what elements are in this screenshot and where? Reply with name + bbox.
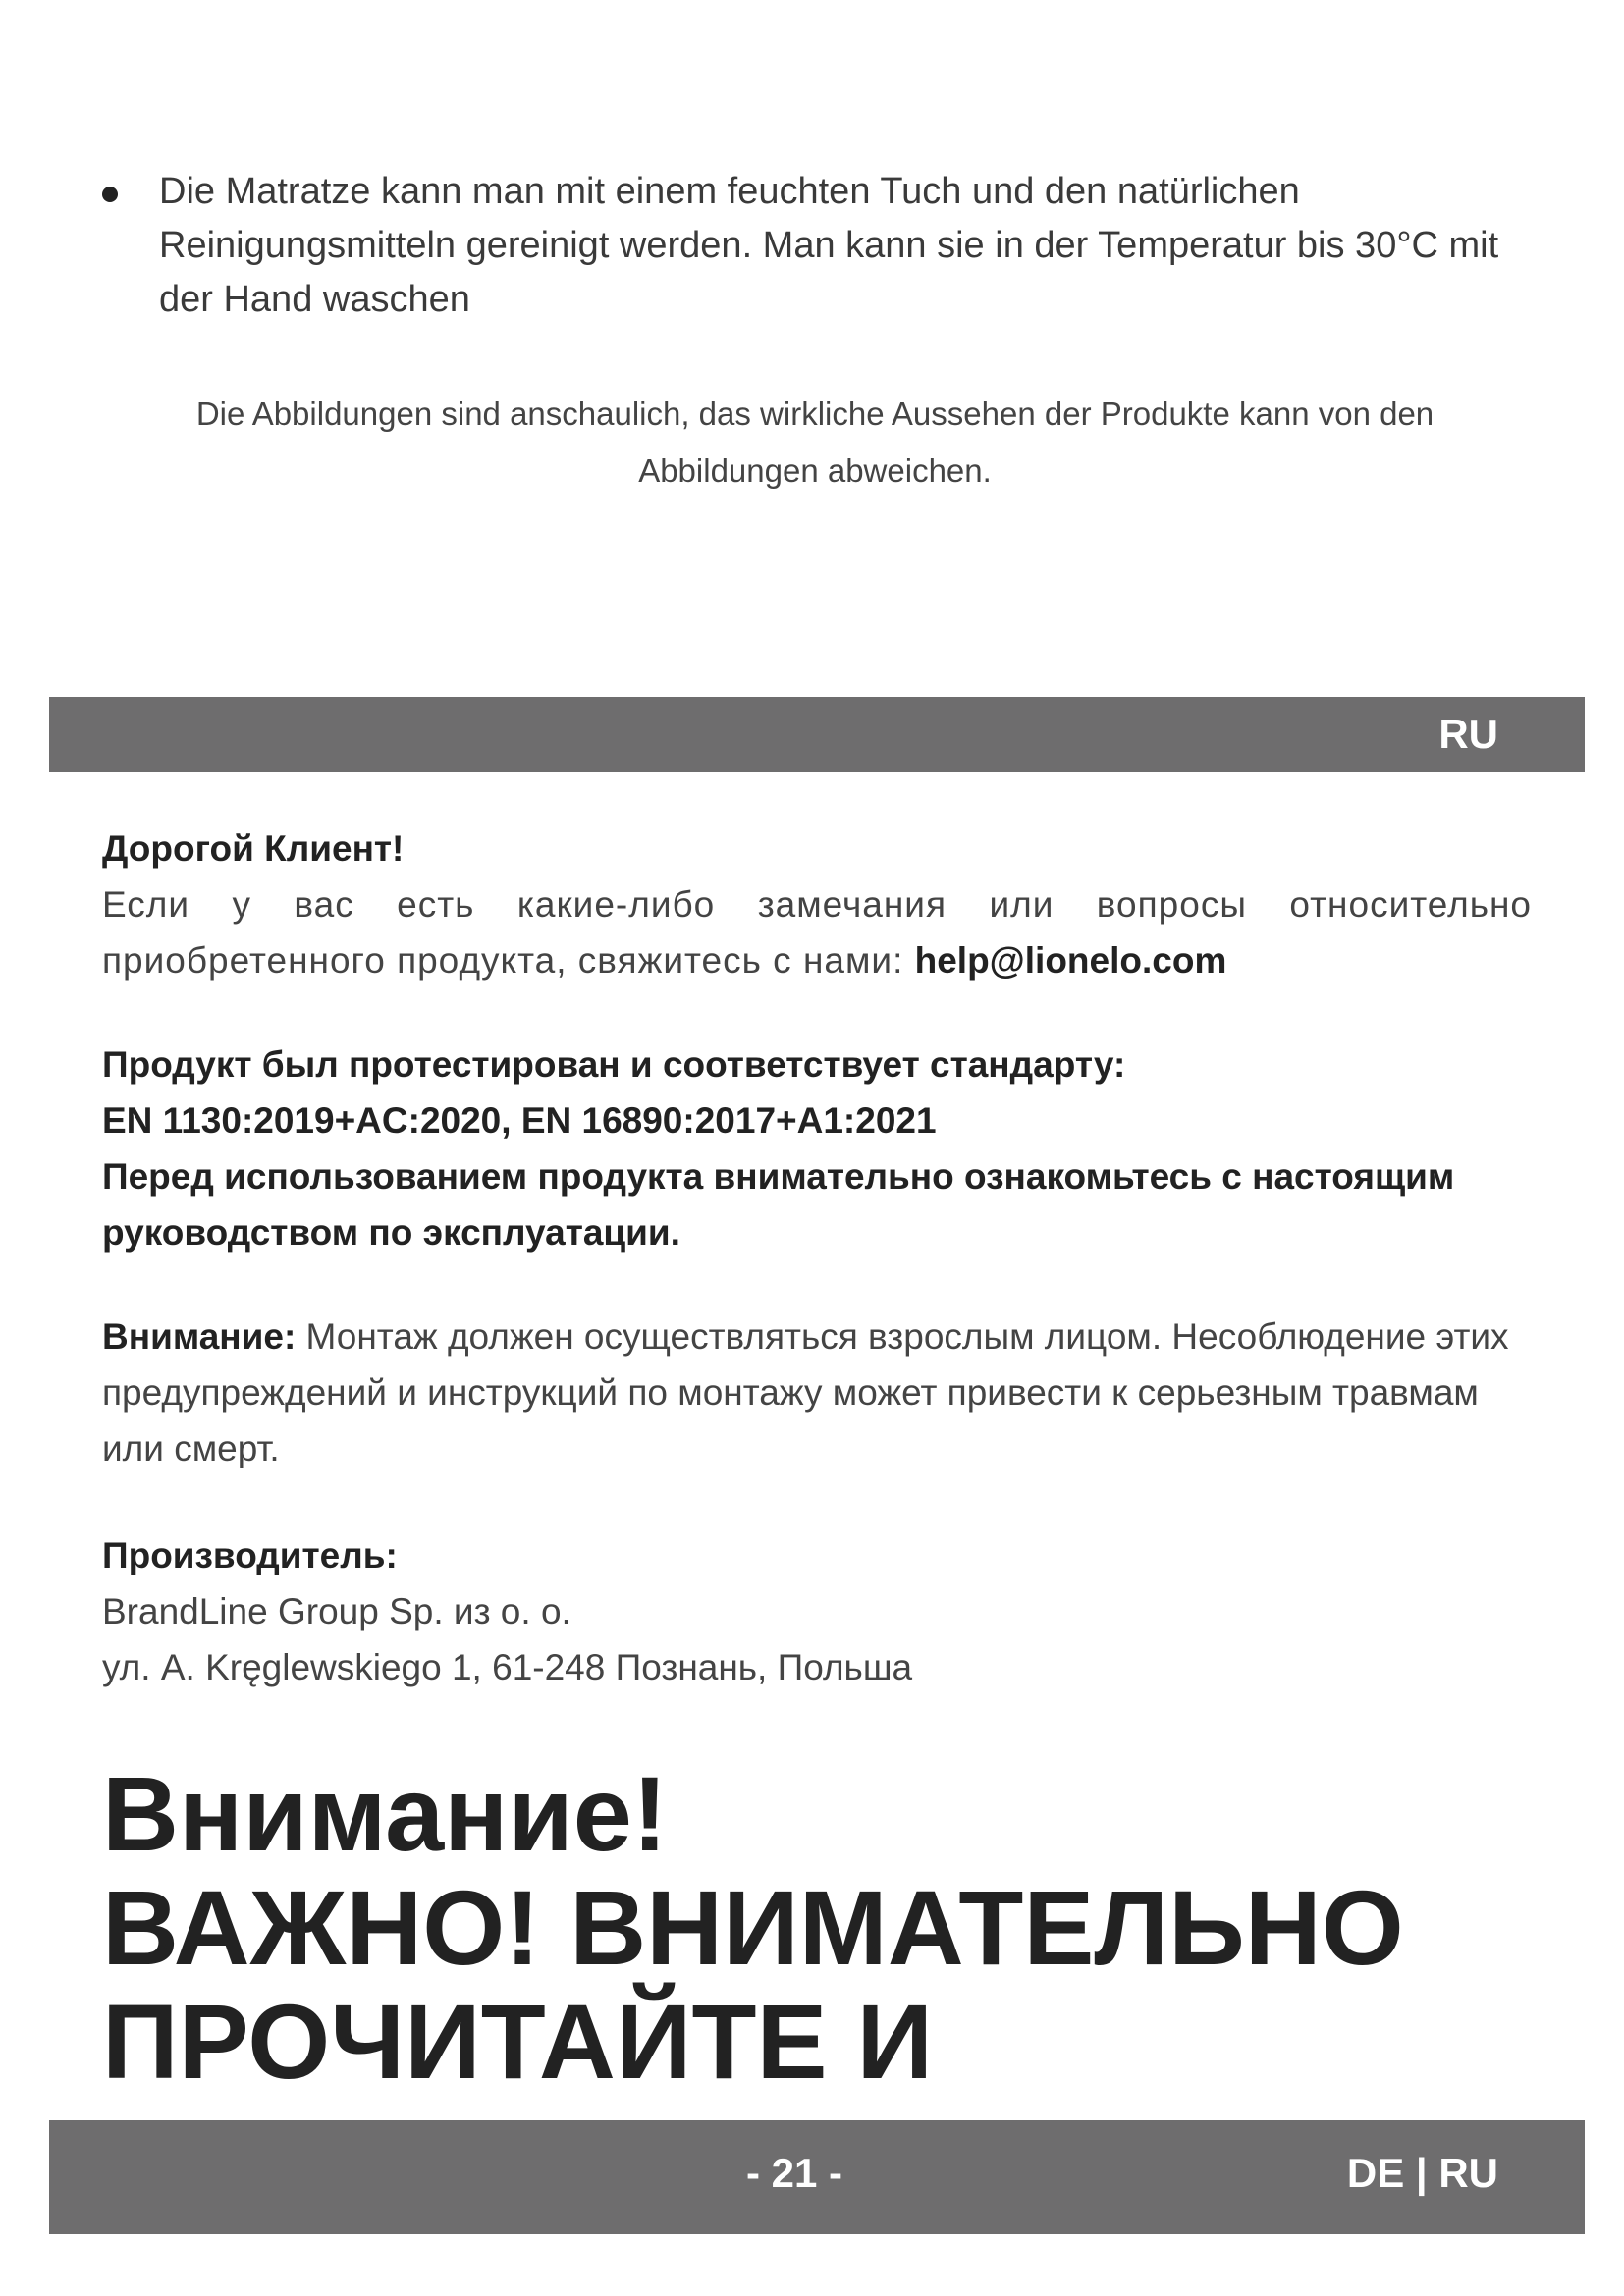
page-number: - 21 - <box>746 2150 843 2196</box>
standards-block <box>102 1037 1532 1260</box>
big-heading-line-3: ПРОЧИТАЙТЕ И <box>102 1982 934 2101</box>
tested-line-1: Продукт был протестирован и соответствует стандарту: <box>102 1044 1126 1085</box>
footer-languages: DE | RU <box>1346 2150 1498 2196</box>
footer-bar <box>49 2120 1585 2234</box>
support-email-link[interactable]: help@lionelo.com <box>914 940 1227 981</box>
illustration-note <box>118 386 1512 500</box>
manufacturer-address: ул. A. Kręglewskiego 1, 61-248 Познань, Польша <box>102 1647 913 1687</box>
warning-label: Внимание: <box>102 1316 297 1357</box>
big-warning-heading <box>102 1754 1575 2101</box>
section-language-label: RU <box>1438 711 1498 757</box>
greeting-text: Если у вас есть какие-либо замечания или вопросы относительно приобретенного продукта, свяжитесь с нами: <box>102 884 1532 981</box>
note-line-1: Die Abbildungen sind anschaulich, das wirkliche Aussehen der Produkte kann von den <box>195 396 1435 432</box>
big-heading-line-2: ВАЖНО! ВНИМАТЕЛЬНО <box>102 1868 1404 1987</box>
greeting-body <box>102 877 1532 988</box>
greeting-title: Дорогой Клиент! <box>102 828 405 869</box>
manufacturer-label: Производитель: <box>102 1535 398 1575</box>
tested-line-3: Перед использованием продукта внимательно ознакомьтесь с настоящим руководством по эксплуатации. <box>102 1156 1455 1253</box>
manufacturer-name: BrandLine Group Sp. из о. о. <box>102 1591 571 1631</box>
bullet-item <box>102 165 1545 327</box>
warning-text: Монтаж должен осуществляться взрослым лицом. Несоблюдение этих предупреждений и инструкций по монтажу может привести к серьезным травмам или смерт. <box>102 1316 1509 1468</box>
warning-block <box>102 1308 1532 1476</box>
tested-line-2: EN 1130:2019+AC:2020, EN 16890:2017+A1:2021 <box>102 1100 937 1141</box>
big-heading-line-1: Внимание! <box>102 1754 668 1873</box>
bullet-text: Die Matratze kann man mit einem feuchten Tuch und den natürlichen Reinigungsmitteln gereinigt werden. Man kann sie in der Temperatur bis 30°C mit der Hand waschen <box>159 171 1499 320</box>
greeting-block <box>102 821 1532 988</box>
bullet-dot-icon <box>102 187 118 202</box>
note-line-2: Abbildungen abweichen. <box>638 453 992 489</box>
manufacturer-block <box>102 1527 1532 1695</box>
section-header-bar <box>49 697 1585 772</box>
